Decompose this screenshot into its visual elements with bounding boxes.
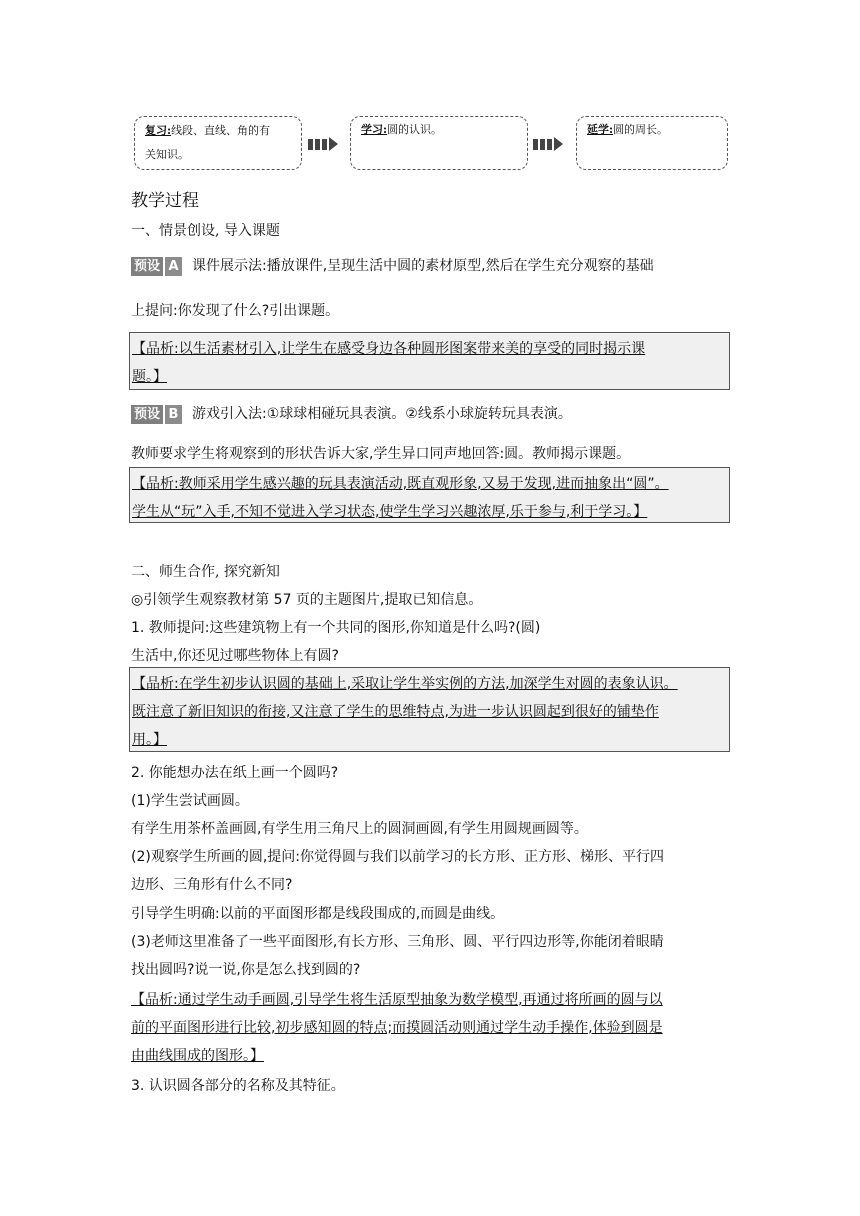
question-2a-text: 有学生用茶杯盖画圆,有学生用三角尺上的圆洞画圆,有学生用圆规画圆等。: [131, 821, 588, 837]
question-1b: 生活中,你还见过哪些物体上有圆?: [131, 648, 339, 664]
extend-tag: 延学:: [587, 123, 614, 136]
analysis-2-line2: 前的平面图形进行比较,初步感知圆的特点;而摸圆活动则通过学生动手操作,体验到圆是: [131, 1020, 663, 1036]
analysis-2: [129, 984, 730, 1070]
analysis-1-line2: 既注意了新旧知识的衔接,又注意了学生的思维特点,为进一步认识圆起到很好的铺垫作: [132, 704, 659, 720]
flow-arrow-1: [308, 137, 338, 151]
flow-box-extend: [576, 116, 728, 170]
section2-intro: ◎引领学生观察教材第 57 页的主题图片,提取已知信息。: [131, 592, 483, 608]
flow-box-review: [134, 116, 302, 170]
analysis-1-line1: 【品析:在学生初步认识圆的基础上,采取让学生举实例的方法,加深学生对圆的表象认识。: [132, 676, 678, 692]
analysis-2-line3: 由曲线围成的图形。】: [131, 1048, 264, 1064]
flow-arrow-2: [533, 137, 563, 151]
preset-b-letter: B: [165, 405, 182, 424]
question-2c-line2: 找出圆吗?说一说,你是怎么找到圆的?: [131, 962, 361, 978]
preset-b-line2: 教师要求学生将观察到的形状告诉大家,学生异口同声地回答:圆。教师揭示课题。: [131, 446, 631, 462]
preset-a-line2: 上提问:你发现了什么?引出课题。: [131, 303, 340, 319]
page-heading: 教学过程: [131, 191, 199, 211]
analysis-a: [129, 332, 730, 390]
analysis-b-line2: 学生从“玩”入手,不知不觉进入学习状态,使学生学习兴趣浓厚,乐于参与,利于学习。】: [132, 504, 648, 520]
analysis-b: [129, 467, 730, 523]
question-2c-line1: (3)老师这里准备了一些平面图形,有长方形、三角形、圆、平行四边形等,你能闭着眼睛: [131, 934, 664, 950]
preset-b-badge: [131, 405, 182, 424]
question-2: 2. 你能想办法在纸上画一个圆吗?: [131, 765, 339, 781]
preset-label: 预设: [131, 257, 163, 276]
section1-title: 一、情景创设, 导入课题: [131, 223, 280, 239]
question-1: 1. 教师提问:这些建筑物上有一个共同的图形,你知道是什么吗?(圆): [131, 620, 541, 636]
analysis-1-line3: 用。】: [132, 732, 167, 748]
question-2b-text: 引导学生明确:以前的平面图形都是线段围成的,而圆是曲线。: [131, 906, 505, 922]
analysis-b-line1: 【品析:教师采用学生感兴趣的玩具表演活动,既直观形象,又易于发现,进而抽象出“圆”。: [132, 476, 669, 492]
preset-b-text: 游戏引入法:①球球相碰玩具表演。②线系小球旋转玩具表演。: [192, 406, 572, 422]
question-2b-line2: 边形、三角形有什么不同?: [131, 877, 293, 893]
preset-a-badge: [131, 257, 182, 276]
review-text-2: 关知识。: [145, 148, 189, 161]
review-text: 线段、直线、角的有: [171, 124, 271, 137]
section2-title: 二、师生合作, 探究新知: [131, 564, 280, 580]
preset-a-line1: [131, 255, 654, 276]
review-tag: 复习:: [145, 124, 172, 137]
preset-a-text: 课件展示法:播放课件,呈现生活中圆的素材原型,然后在学生充分观察的基础: [192, 258, 654, 274]
question-3: 3. 认识圆各部分的名称及其特征。: [131, 1078, 345, 1094]
extend-text: 圆的周长。: [613, 123, 669, 136]
preset-a-letter: A: [165, 257, 182, 276]
question-2a: (1)学生尝试画圆。: [131, 793, 249, 809]
question-2b-line1: (2)观察学生所画的圆,提问:你觉得圆与我们以前学习的长方形、正方形、梯形、平行四: [131, 849, 664, 865]
analysis-1: [129, 667, 730, 752]
learn-text: 圆的认识。: [387, 123, 443, 136]
analysis-2-line1: 【品析:通过学生动手画圆,引导学生将生活原型抽象为数学模型,再通过将所画的圆与以: [131, 992, 663, 1008]
preset-label-b: 预设: [131, 405, 163, 424]
learn-tag: 学习:: [361, 123, 388, 136]
analysis-a-line1: 【品析:以生活素材引入,让学生在感受身边各种圆形图案带来美的享受的同时揭示课: [132, 341, 646, 357]
flow-box-learn: [350, 116, 528, 170]
preset-b-line1: [131, 403, 572, 424]
analysis-a-line2: 题。】: [132, 369, 167, 385]
